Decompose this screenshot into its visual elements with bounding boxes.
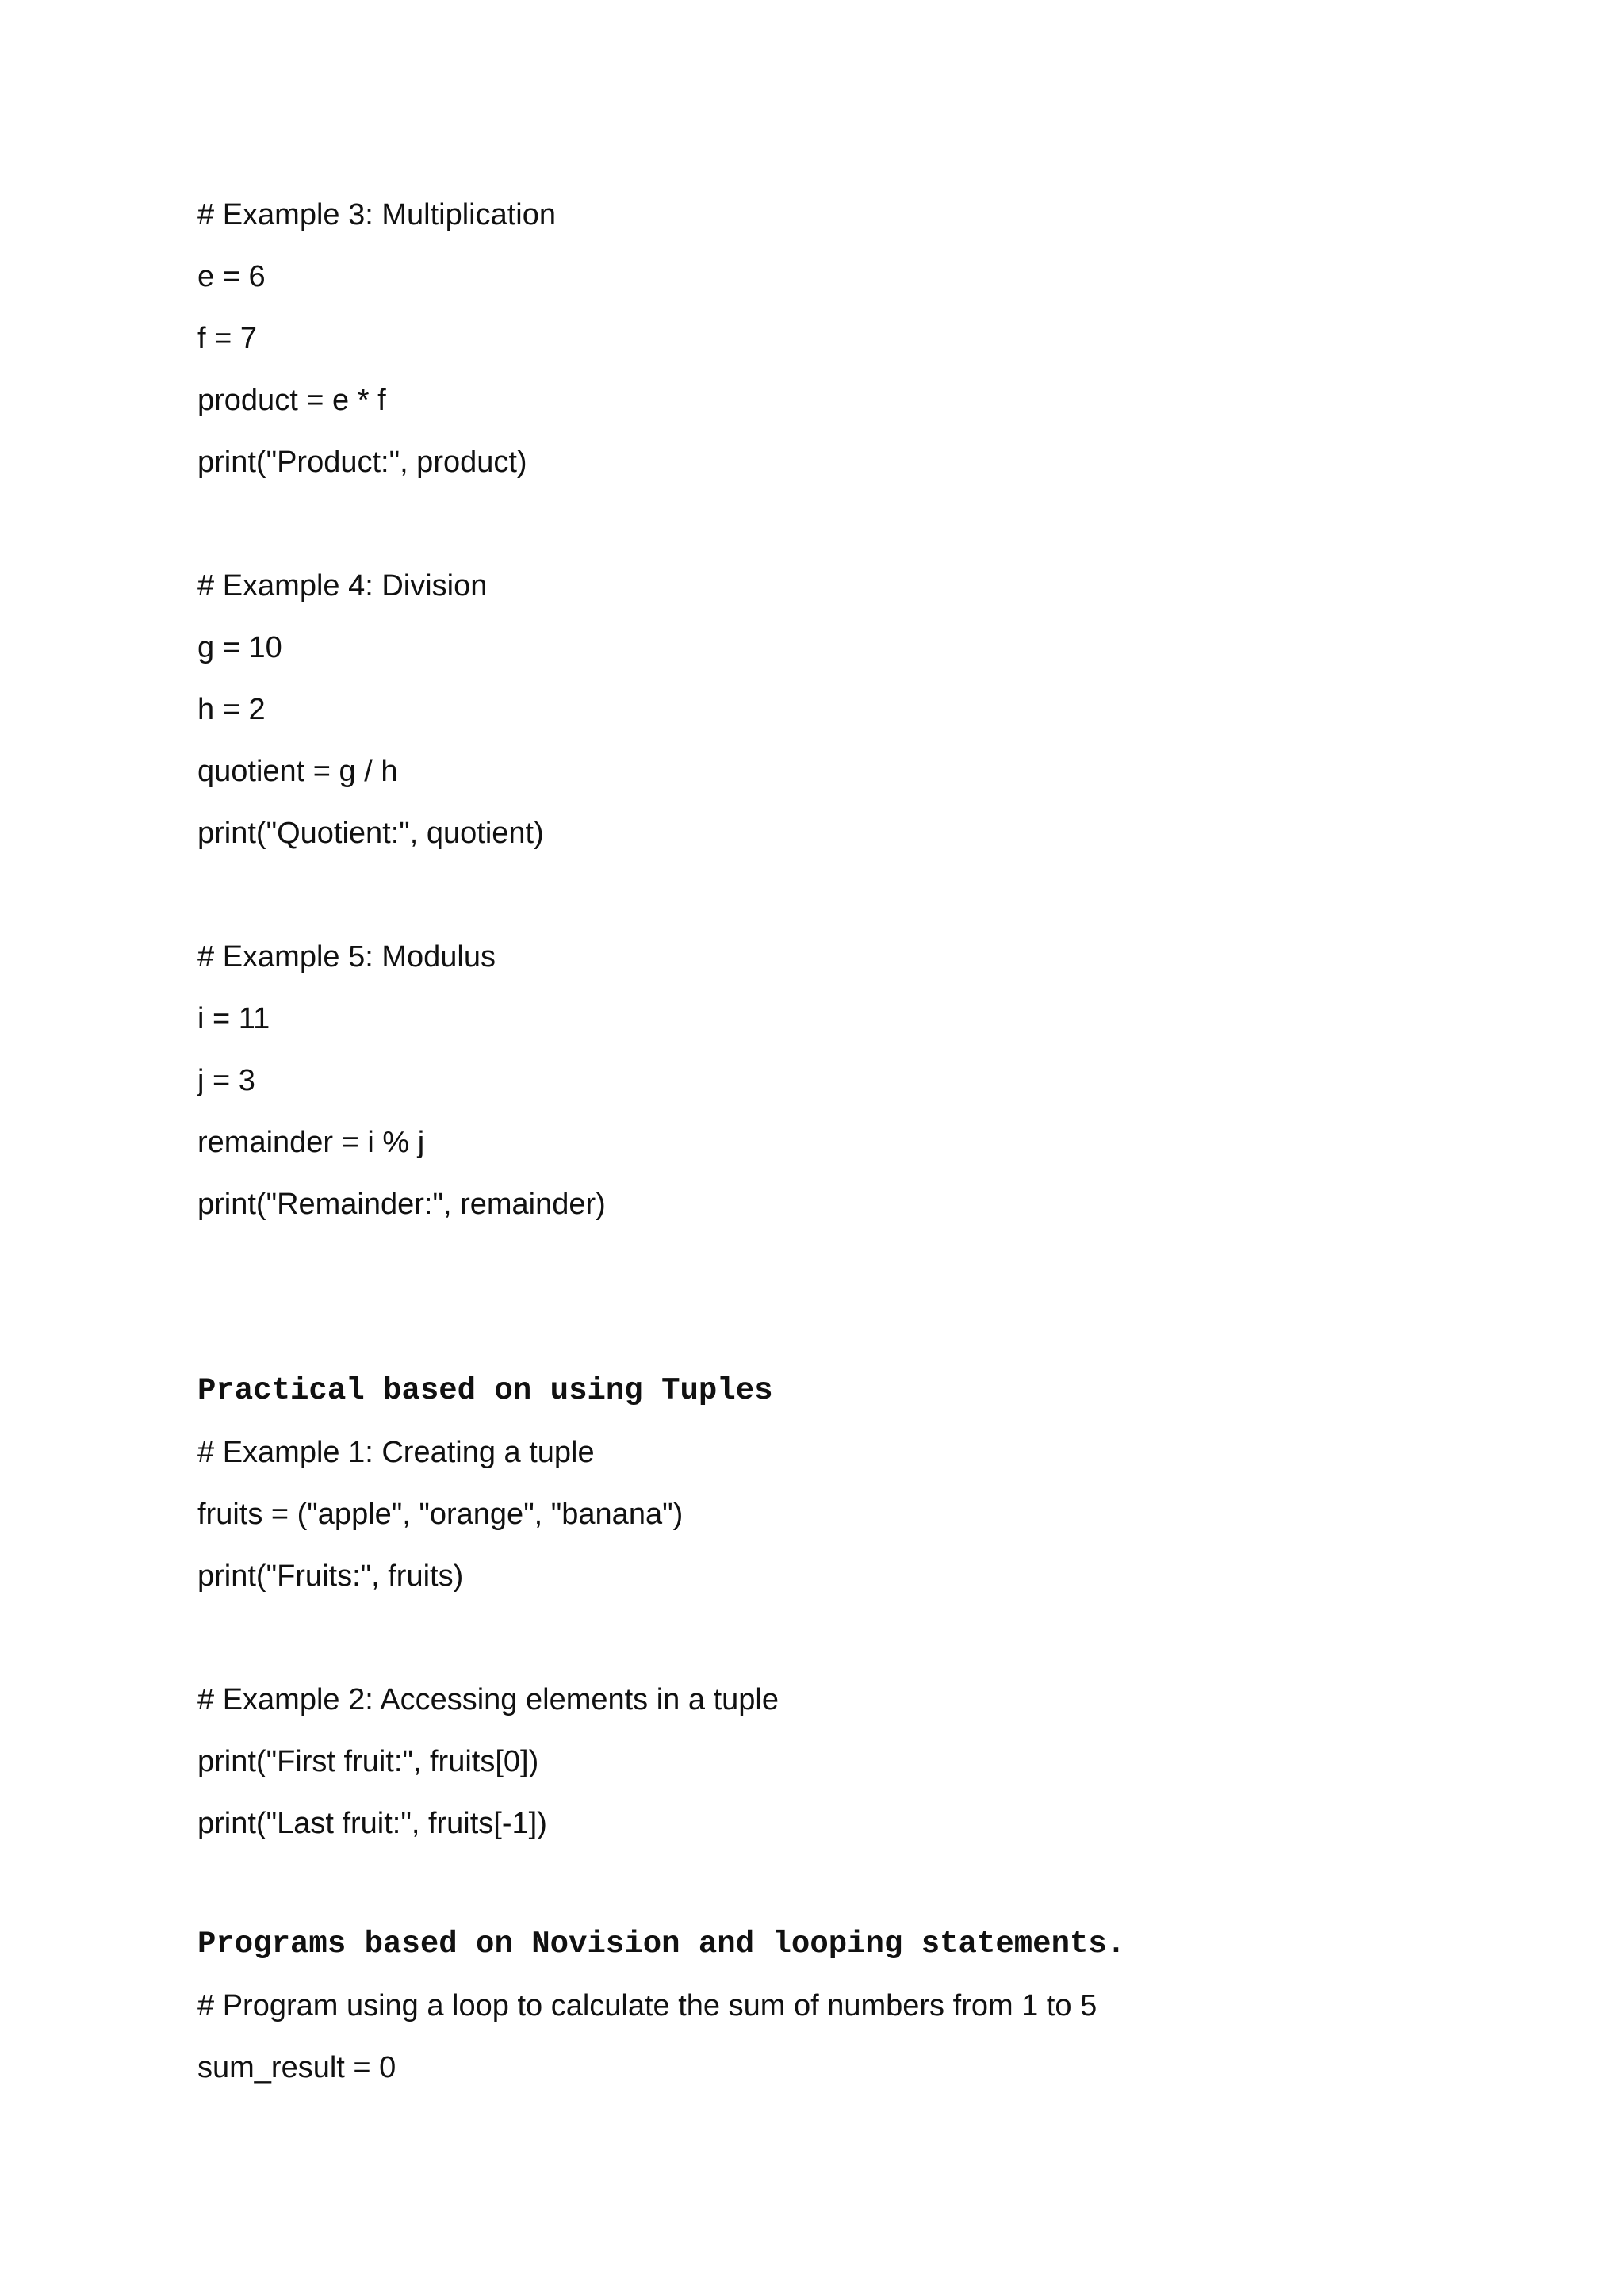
code-comment: # Example 1: Creating a tuple [197, 1436, 595, 1469]
code-comment: # Example 4: Division [197, 569, 488, 603]
code-line: quotient = g / h [197, 755, 398, 788]
code-line: print("First fruit:", fruits[0]) [197, 1745, 539, 1778]
code-comment: # Example 5: Modulus [197, 940, 496, 974]
code-line: e = 6 [197, 260, 266, 293]
section-heading-tuples: Practical based on using Tuples [197, 1373, 773, 1408]
code-line: fruits = ("apple", "orange", "banana") [197, 1498, 684, 1531]
code-line: h = 2 [197, 693, 266, 726]
code-line: remainder = i % j [197, 1126, 425, 1159]
code-comment: # Example 2: Accessing elements in a tuple [197, 1683, 779, 1716]
code-line: print("Remainder:", remainder) [197, 1188, 606, 1221]
code-comment: # Program using a loop to calculate the sum of numbers from 1 to 5 [197, 1989, 1097, 2022]
code-line: print("Quotient:", quotient) [197, 817, 544, 850]
code-line: g = 10 [197, 631, 282, 664]
code-line: sum_result = 0 [197, 2051, 396, 2084]
code-line: i = 11 [197, 1002, 270, 1035]
code-line: print("Fruits:", fruits) [197, 1559, 464, 1593]
code-comment: # Example 3: Multiplication [197, 198, 556, 232]
code-line: j = 3 [197, 1064, 255, 1097]
code-line: f = 7 [197, 322, 257, 355]
code-line: print("Product:", product) [197, 446, 527, 479]
code-line: product = e * f [197, 384, 386, 417]
code-line: print("Last fruit:", fruits[-1]) [197, 1807, 547, 1840]
section-heading-looping: Programs based on Novision and looping statements. [197, 1927, 1126, 1961]
